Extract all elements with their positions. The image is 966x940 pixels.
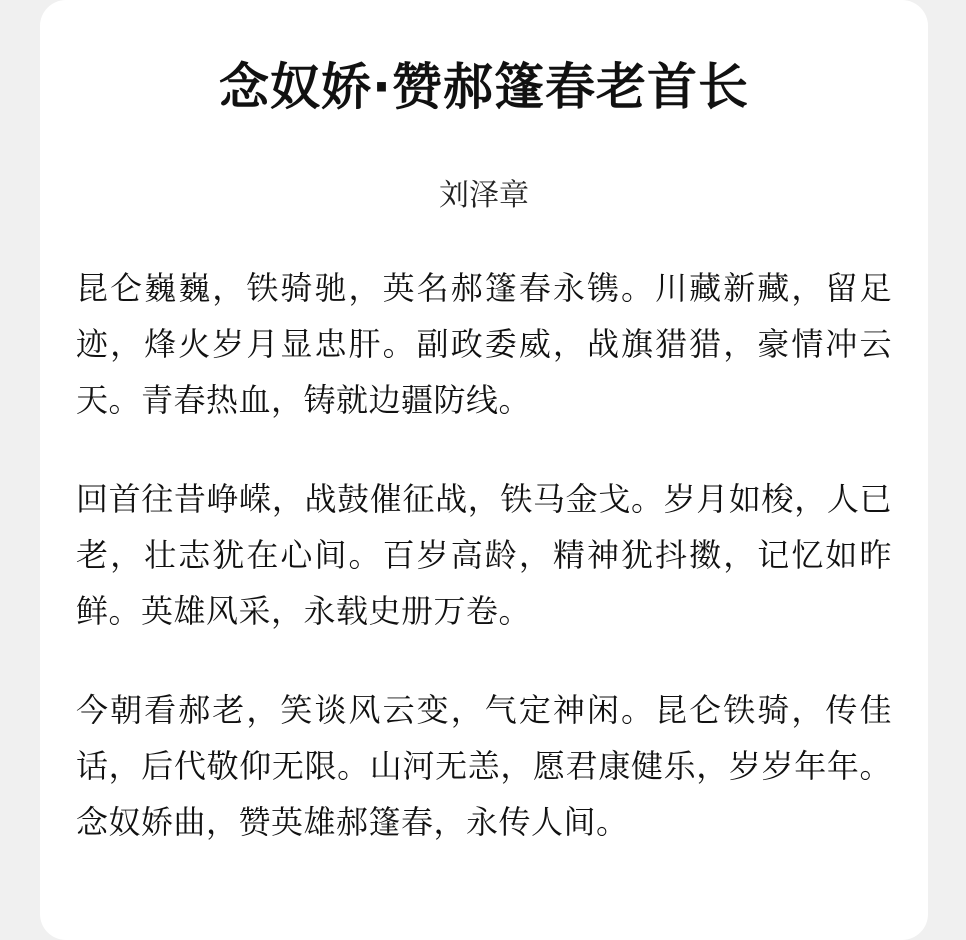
poem-stanza-3: 今朝看郝老，笑谈风云变，气定神闲。昆仑铁骑，传佳话，后代敬仰无限。山河无恙，愿君康健乐，岁岁年年。念奴娇曲，赞英雄郝篷春，永传人间。 [76, 691, 892, 841]
poem-stanza-2: 回首往昔峥嵘，战鼓催征战，铁马金戈。岁月如梭，人已老，壮志犹在心间。百岁高龄，精神犹抖擞，记忆如昨鲜。英雄风采，永载史册万卷。 [76, 480, 892, 630]
poem-author: 刘泽章 [439, 178, 529, 213]
poem-title: 念奴娇·赞郝篷春老首长 [219, 58, 749, 116]
poem-stanza-1: 昆仑巍巍，铁骑驰，英名郝篷春永镌。川藏新藏，留足迹，烽火岁月显忠肝。副政委威，战旗猎猎，豪情冲云天。青春热血，铸就边疆防线。 [76, 269, 892, 419]
poem-card [40, 0, 928, 940]
